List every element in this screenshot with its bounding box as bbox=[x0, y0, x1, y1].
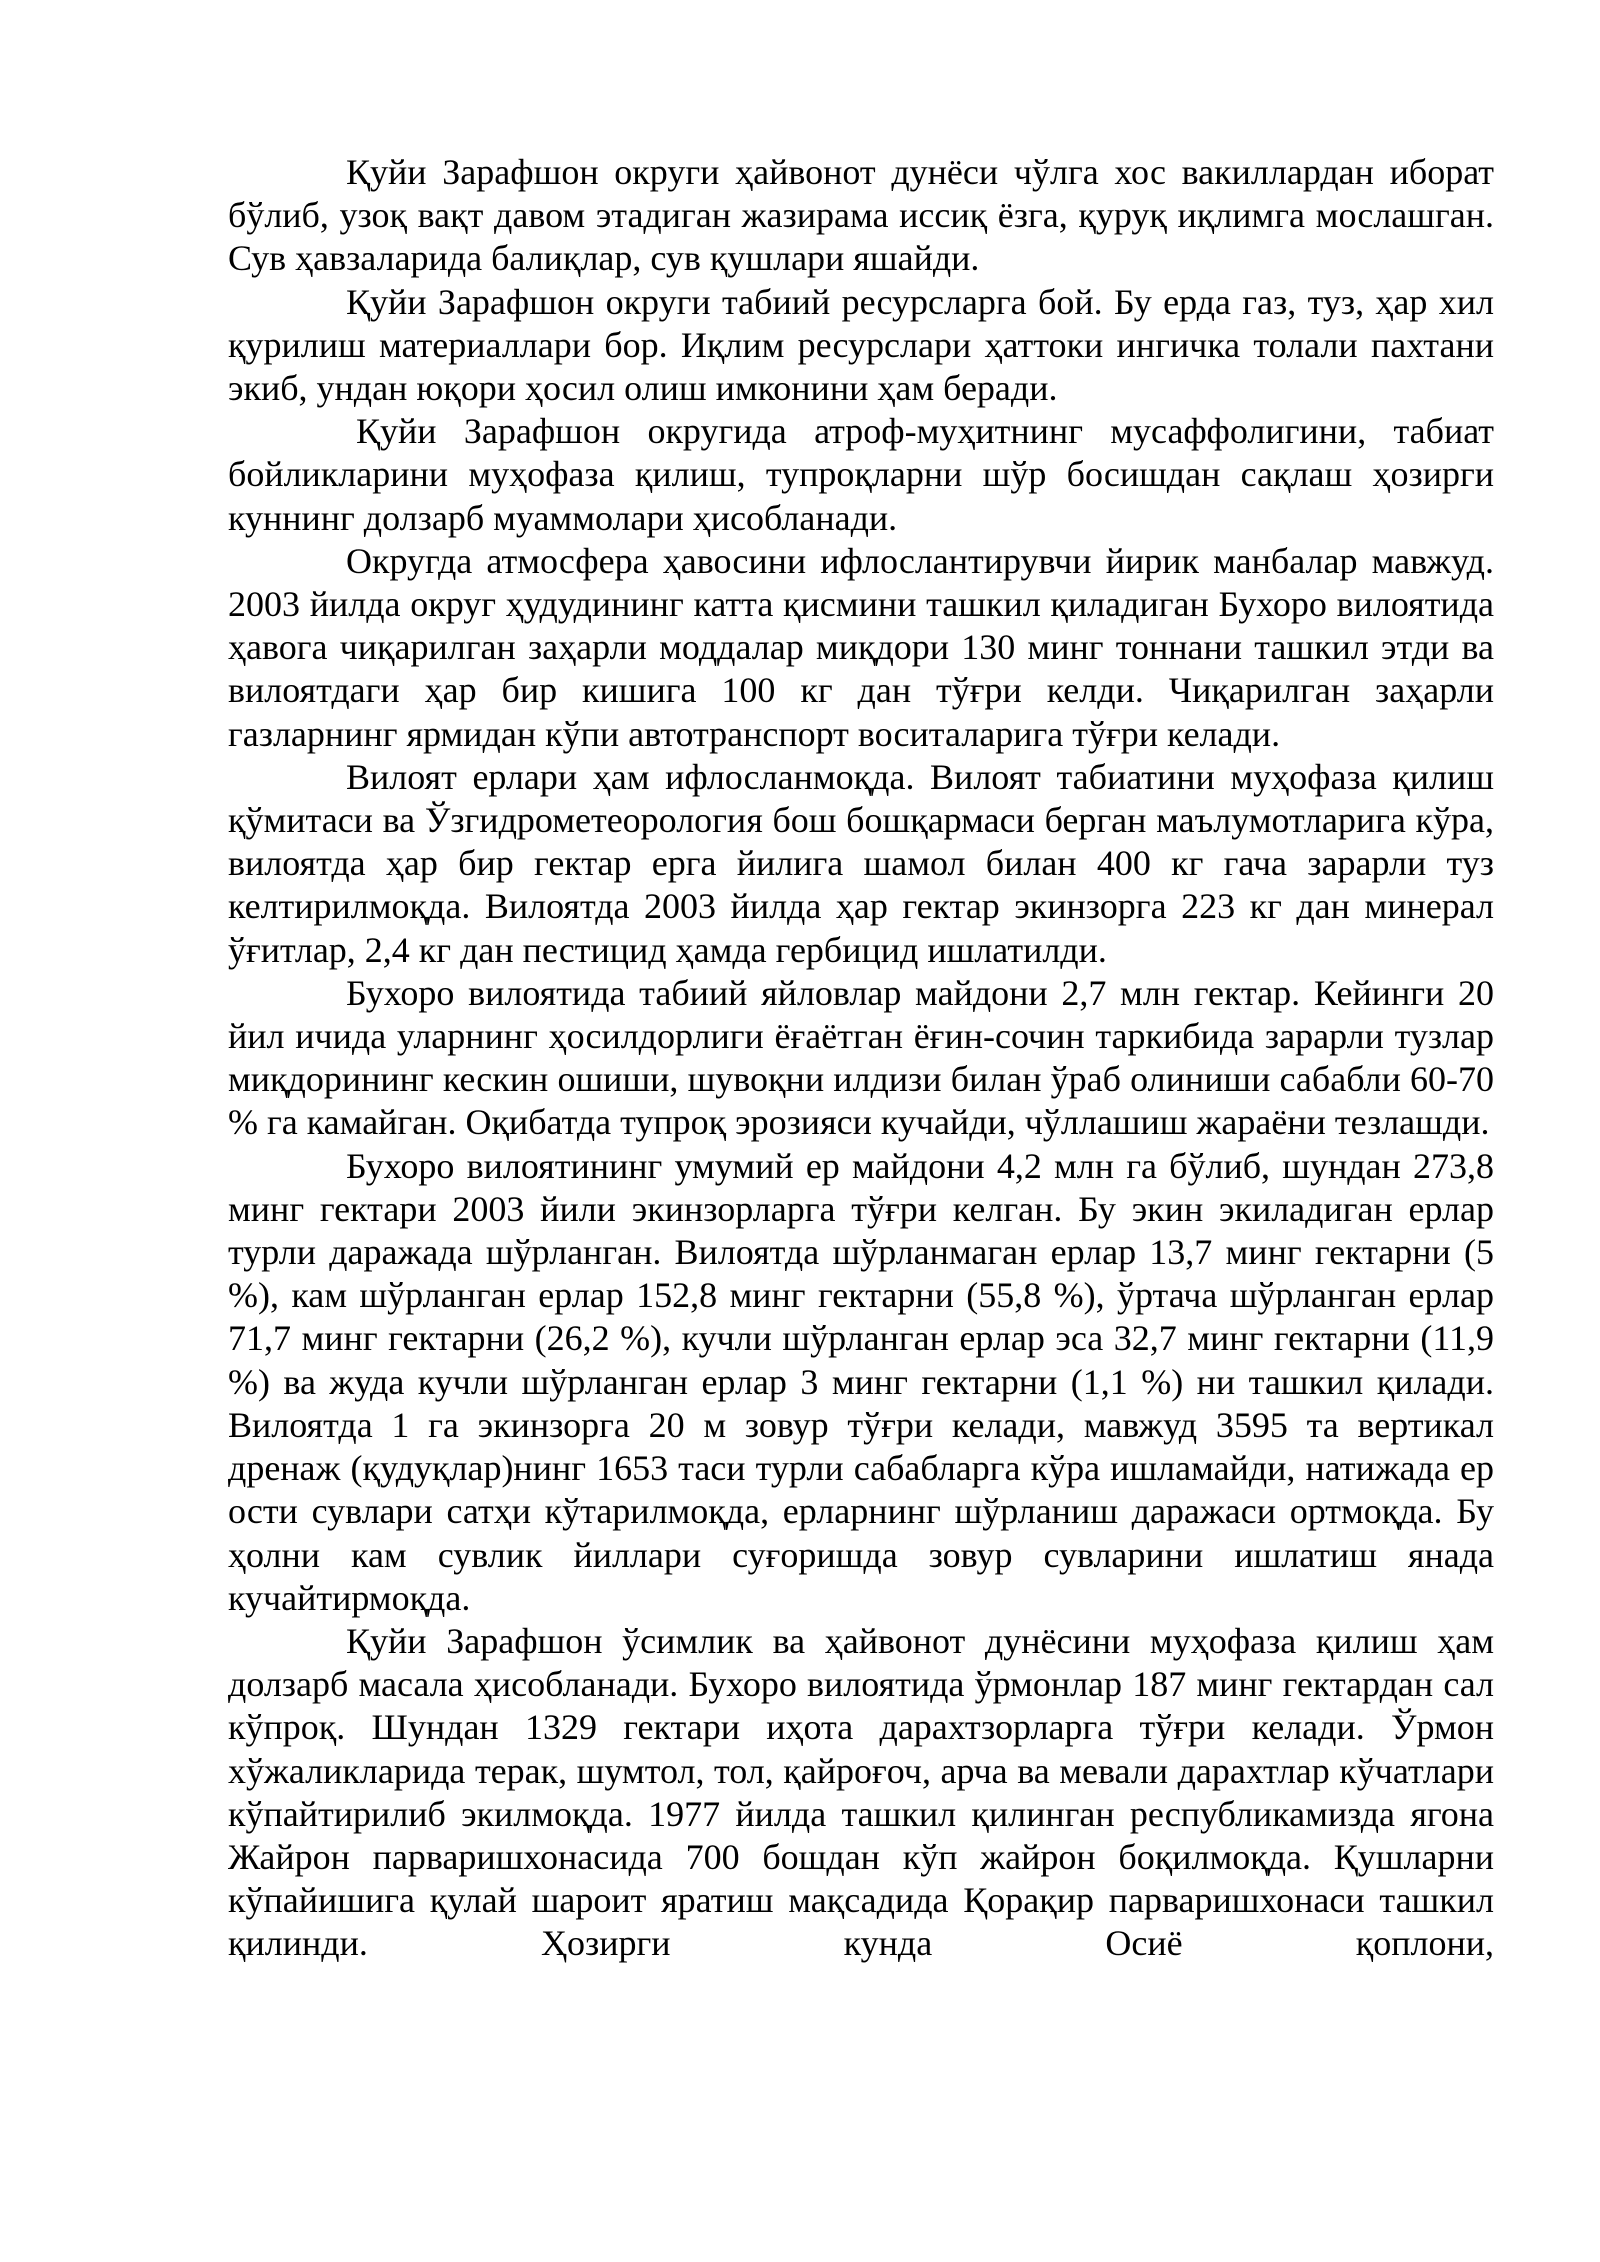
paragraph-5: Вилоят ерлари ҳам ифлосланмоқда. Вилоят табиатини муҳофаза қилиш қўмитаси ва Ўзгидрометеорология бош бошқармаси берган маълумотларига кўра, вилоятда ҳар бир гектар ерга йилига шамол билан 400 кг гача зарарли туз келтирилмоқда. Вилоятда 2003 йилда ҳар гектар экинзорга 223 кг дан минерал ўғитлар, 2,4 кг дан пестицид ҳамда гербицид ишлатилди. bbox=[228, 756, 1494, 970]
document-page bbox=[228, 151, 1494, 1966]
paragraph-1: Қуйи Зарафшон округи ҳайвонот дунёси чўлга хос вакиллардан иборат бўлиб, узоқ вақт давом этадиган жазирама иссиқ ёзга, қуруқ иқлимга мослашган. Сув ҳавзаларида балиқлар, сув қушлари яшайди. bbox=[228, 152, 1494, 279]
paragraph-3: Қуйи Зарафшон округида атроф-муҳитнинг мусаффолигини, табиат бойликларини муҳофаза қилиш, тупроқларни шўр босишдан сақлаш ҳозирги куннинг долзарб муаммолари ҳисобланади. bbox=[228, 411, 1494, 538]
paragraph-2: Қуйи Зарафшон округи табиий ресурсларга бой. Бу ерда газ, туз, ҳар хил қурилиш материаллари бор. Иқлим ресурслари ҳаттоки ингичка толали пахтани экиб, ундан юқори ҳосил олиш имконини ҳам беради. bbox=[228, 281, 1494, 409]
paragraph-4: Округда атмосфера ҳавосини ифлослантирувчи йирик манбалар мавжуд. 2003 йилда округ ҳудудининг катта қисмини ташкил қиладиган Бухоро вилоятида ҳавога чиқарилган заҳарли моддалар миқдори 130 минг тоннани ташкил этди ва вилоятдаги ҳар бир кишига 100 кг дан тўғри келди. Чиқарилган заҳарли газларнинг ярмидан кўпи автотранспорт воситаларига тўғри келади. bbox=[228, 540, 1494, 754]
paragraph-6: Бухоро вилоятида табиий яйловлар майдони 2,7 млн гектар. Кейинги 20 йил ичида уларнинг ҳосилдорлиги ёғаётган ёғин-сочин таркибида зарарли тузлар миқдорининг кескин ошиши, шувоқни илдизи билан ўраб олиниши сабабли 60-70 % га камайган. Оқибатда тупроқ эрозияси кучайди, чўллашиш жараёни тезлашди. bbox=[228, 972, 1494, 1143]
paragraph-7: Бухоро вилоятининг умумий ер майдони 4,2 млн га бўлиб, шундан 273,8 минг гектари 2003 йили экинзорларга тўғри келган. Бу экин экиладиган ерлар турли даражада шўрланган. Вилоятда шўрланмаган ерлар 13,7 минг гектарни (5 %), кам шўрланган ерлар 152,8 минг гектарни (55,8 %), ўртача шўрланган ерлар 71,7 минг гектарни (26,2 %), кучли шўрланган ерлар эса 32,7 минг гектарни (11,9 %) ва жуда кучли шўрланган ерлар 3 минг гектарни (1,1 %) ни ташкил қилади. Вилоятда 1 га экинзорга 20 м зовур тўғри келади, мавжуд 3595 та вертикал дренаж (қудуқлар)нинг 1653 таси турли сабабларга кўра ишламайди, натижада ер ости сувлари сатҳи кўтарилмоқда, ерларнинг шўрланиш даражаси ортмоқда. Бу ҳолни кам сувлик йиллари суғоришда зовур сувларини ишлатиш янада кучайтирмоқда. bbox=[228, 1145, 1494, 1618]
paragraph-8: Қуйи Зарафшон ўсимлик ва ҳайвонот дунёсини муҳофаза қилиш ҳам долзарб масала ҳисобланади. Бухоро вилоятида ўрмонлар 187 минг гектардан сал кўпроқ. Шундан 1329 гектари иҳота дарахтзорларга тўғри келади. Ўрмон хўжаликларида терак, шумтол, тол, қайроғоч, арча ва мевали дарахтлар кўчатлари кўпайтирилиб экилмоқда. 1977 йилда ташкил қилинган республикамизда ягона Жайрон парваришхонасида 700 бошдан кўп жайрон боқилмоқда. Қушларни кўпайишига қулай шароит яратиш мақсадида Қорақир парваришхонаси ташкил қилинди. Ҳозирги кунда Осиё қоплони, bbox=[228, 1620, 1494, 1964]
